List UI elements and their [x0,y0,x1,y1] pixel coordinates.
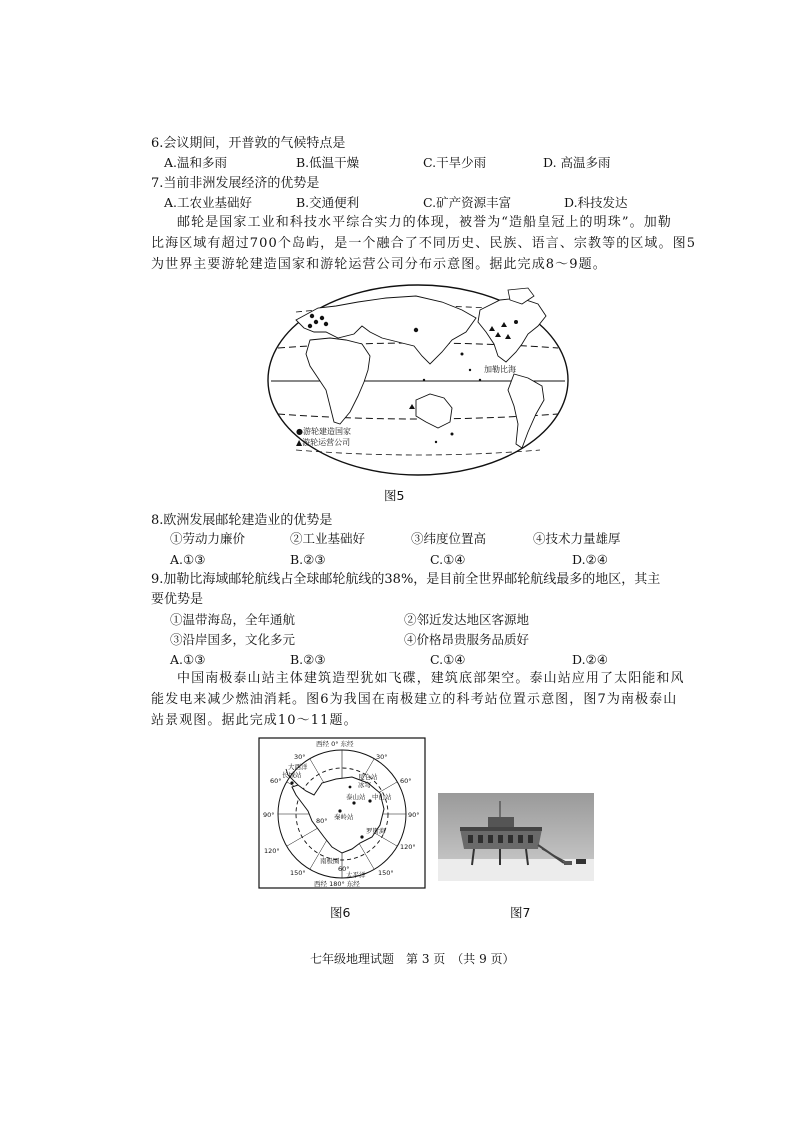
fig6-station-great-wall: 长城站 [282,771,302,779]
q9-statement-2: ②邻近发达地区客源地 [404,612,530,627]
passage1-line2: 比海区域有超过700个岛屿，是一个融合了不同历史、民族、语言、宗教等的区域。图5 [151,236,697,251]
q6-stem: 6.会议期间，开普敦的气候特点是 [151,136,346,151]
fig6-atlantic: 大西洋 [288,763,308,771]
fig6-ross-sea: 罗斯海 [366,827,386,835]
figure6-antarctica-map [258,737,426,889]
fig6-lon-60e: 60° [400,777,412,785]
fig6-lon-90w: 90° [263,811,275,819]
caribbean-label: 加勒比海 [484,365,516,374]
fig6-lon-120w: 120° [264,847,280,855]
figure5-caption: 图5 [384,488,405,503]
fig6-pacific: 太平洋 [346,871,366,879]
fig6-lon-150w: 150° [290,869,306,877]
q9-option-c: C.①④ [430,652,466,667]
q8-stem: 8.欧洲发展邮轮建造业的优势是 [151,513,333,528]
q6-option-c: C.干旱少雨 [423,155,487,170]
q7-option-d: D.科技发达 [564,195,628,210]
q6-option-d: D. 高温多雨 [543,155,611,170]
q8-option-b: B.②③ [290,552,326,567]
figure7-taishan-station-photo [438,793,594,881]
q7-stem: 7.当前非洲发展经济的优势是 [151,176,320,191]
fig6-station-qinling: 秦岭站 [334,813,354,821]
fig6-lon-60w: 60° [270,777,282,785]
q8-statement-1: ①劳动力廉价 [170,531,246,546]
fig6-station-zhongshan: 中山站 [372,793,392,801]
fig6-bottom-label: 西经 180° 东经 [314,880,360,888]
passage2-line3: 站景观图。据此完成10～11题。 [151,713,358,728]
fig6-lat-80: 80° [316,817,328,825]
q9-statement-4: ④价格昂贵服务品质好 [404,632,530,647]
q8-statement-4: ④技术力量雄厚 [533,531,621,546]
q8-option-c: C.①④ [430,552,466,567]
fig6-lon-30w: 30° [294,753,306,761]
q7-option-a: A.工农业基础好 [164,195,253,210]
q8-option-d: D.②④ [572,552,608,567]
q9-stem-line1: 9.加勒比海域邮轮航线占全球邮轮航线的38%，是目前全世界邮轮航线最多的地区，其主 [151,572,661,587]
figure7-caption: 图7 [510,905,531,920]
q9-statement-3: ③沿岸国多，文化多元 [170,632,296,647]
fig6-lon-150e: 150° [378,869,394,877]
q9-option-b: B.②③ [290,652,326,667]
q7-option-b: B.交通便利 [296,195,360,210]
passage2-line1: 中国南极泰山站主体建筑造型犹如飞碟，建筑底部架空。泰山站应用了太阳能和风 [177,671,685,686]
figure6-caption: 图6 [330,905,351,920]
q8-statement-2: ②工业基础好 [290,531,366,546]
fig6-station-taishan: 泰山站 [346,793,366,801]
q9-stem-line2: 要优势是 [151,592,204,607]
fig6-antarctic-circle: 南极圈 [320,857,340,865]
legend-construction-countries: ●游轮建造国家 [296,427,351,436]
fig6-lon-120e: 120° [400,843,416,851]
q9-option-d: D.②④ [572,652,608,667]
q8-statement-3: ③纬度位置高 [411,531,487,546]
passage1-line3: 为世界主要游轮建造国家和游轮运营公司分布示意图。据此完成8～9题。 [151,257,607,272]
q8-option-a: A.①③ [170,552,206,567]
fig6-lon-90e: 90° [408,811,420,819]
figure5-world-map [266,282,570,478]
passage2-line2: 能发电来减少燃油消耗。图6为我国在南极建立的科考站位置示意图，图7为南极泰山 [151,692,678,707]
fig6-station-kunlun: 昆仑站 [358,773,378,781]
fig6-lat-60: 60° [338,865,350,873]
fig6-dome: 冰穹 [358,781,371,789]
q9-statement-1: ①温带海岛，全年通航 [170,612,296,627]
q6-option-a: A.温和多雨 [164,155,228,170]
fig6-lon-30e: 30° [376,753,388,761]
q9-option-a: A.①③ [170,652,206,667]
q6-option-b: B.低温干燥 [296,155,360,170]
q7-option-c: C.矿产资源丰富 [423,195,512,210]
fig6-top-label: 西经 0° 东经 [316,740,354,748]
legend-operating-companies: ▲游轮运营公司 [296,438,351,447]
passage1-line1: 邮轮是国家工业和科技水平综合实力的体现，被誉为“造船皇冠上的明珠”。加勒 [177,215,672,230]
page-footer: 七年级地理试题 第 3 页 （共 9 页） [310,952,515,966]
